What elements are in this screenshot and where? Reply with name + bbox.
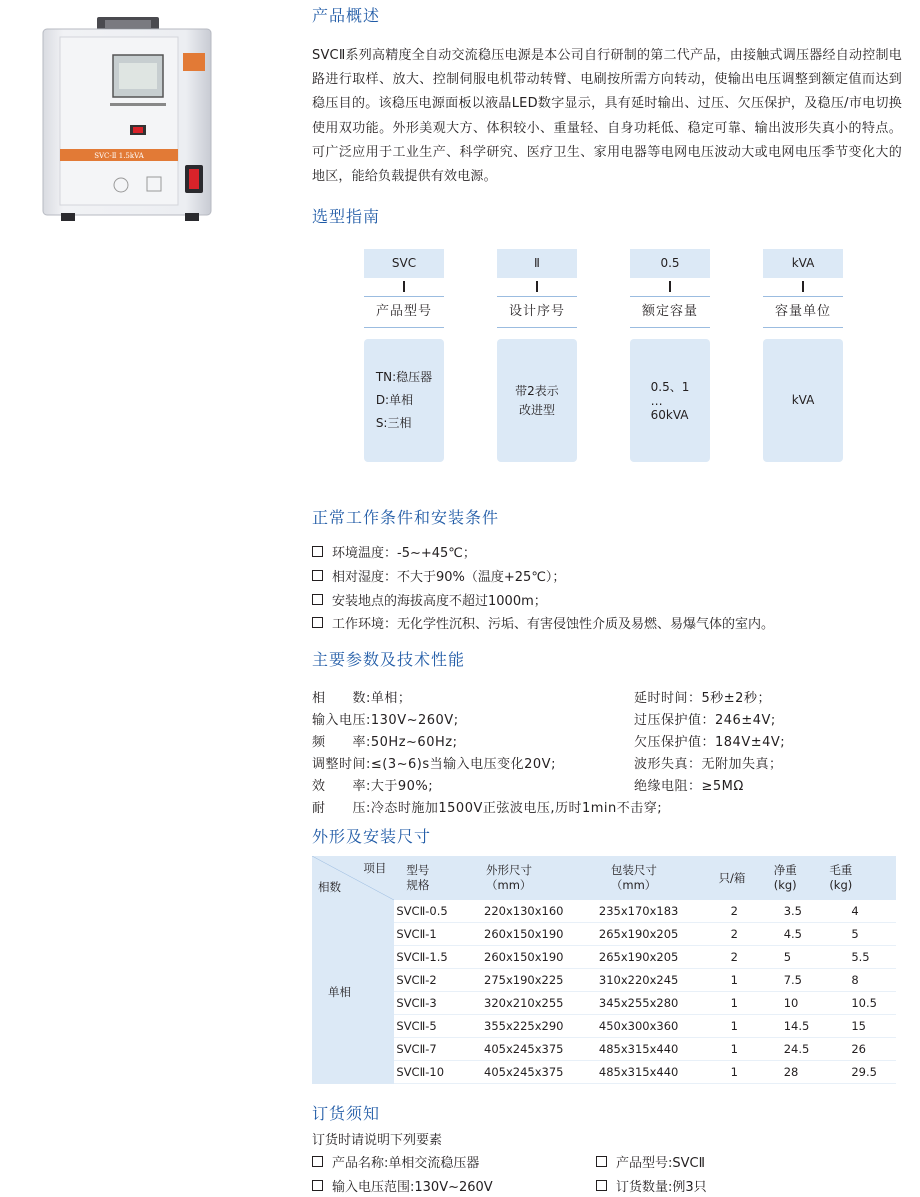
table-cell: 4: [815, 900, 896, 923]
table-cell: 485x315x440: [599, 1061, 715, 1084]
param-left: [312, 797, 662, 816]
table-row: [312, 946, 896, 969]
section-title-params: 主要参数及技术性能: [312, 650, 466, 669]
param-value: ≥5MΩ: [701, 779, 744, 794]
table-cell: 7.5: [768, 969, 816, 992]
param-value: 246±4V;: [715, 713, 776, 728]
table-header: [715, 856, 768, 900]
selection-desc-line: 改进型: [518, 402, 555, 417]
param-label: 波形失真：: [634, 757, 702, 772]
table-cell: SVCⅡ-7: [394, 1038, 484, 1061]
selection-label: 产品型号: [364, 296, 444, 328]
dimensions-table: [312, 856, 896, 1084]
param-value: 184V±4V;: [715, 735, 786, 750]
param-label: 效 率:: [312, 779, 371, 794]
selection-code: 0.5: [630, 249, 710, 278]
section-title-ordering: 订货须知: [312, 1104, 381, 1123]
param-value: 130V~260V;: [370, 713, 459, 728]
param-label: 输入电压:: [312, 713, 371, 728]
table-cell: 8: [815, 969, 896, 992]
table-cell: 2: [715, 900, 768, 923]
header-line: 包装尺寸: [610, 863, 657, 877]
checkbox-icon: [312, 617, 323, 628]
table-cell: 14.5: [768, 1015, 816, 1038]
param-value: 5秒±2秒；: [701, 691, 771, 706]
table-cell: 2: [715, 923, 768, 946]
param-left: [312, 753, 556, 772]
param-value: 单相；: [370, 691, 412, 706]
condition-item: [312, 566, 565, 585]
selection-label: 容量单位: [763, 296, 843, 328]
table-row: [312, 969, 896, 992]
product-photo-label: SVC-Ⅱ 1.5kVA: [94, 152, 144, 160]
header-line: 型号: [406, 863, 430, 877]
param-value: 无附加失真；: [701, 757, 783, 772]
table-row: [312, 1015, 896, 1038]
checkbox-icon: [312, 546, 323, 557]
table-cell: 24.5: [768, 1038, 816, 1061]
ordering-intro: 订货时请说明下列要素: [312, 1133, 443, 1148]
table-cell: 26: [815, 1038, 896, 1061]
connector-line: [669, 281, 671, 292]
table-cell: 15: [815, 1015, 896, 1038]
condition-text: 相对湿度：不大于90%（温度+25℃）；: [332, 570, 566, 585]
selection-label: 设计序号: [497, 296, 577, 328]
ordering-text: 产品型号:SVCⅡ: [616, 1156, 706, 1171]
param-left: [312, 709, 459, 728]
corner-bottom-label: 相数: [318, 880, 341, 894]
table-cell: SVCⅡ-0.5: [394, 900, 484, 923]
section-title-overview: 产品概述: [312, 6, 381, 25]
condition-text: 安装地点的海拔高度不超过1000m；: [332, 594, 547, 609]
section-title-dimensions: 外形及安装尺寸: [312, 827, 432, 846]
param-value: 冷态时施加1500V正弦波电压,历时1min不击穿;: [370, 801, 663, 816]
selection-desc-line: 带2表示: [515, 383, 559, 398]
selection-code: Ⅱ: [497, 249, 577, 278]
param-label: 调整时间:: [312, 757, 371, 772]
table-cell: 405x245x375: [484, 1061, 599, 1084]
selection-code: SVC: [364, 249, 444, 278]
condition-text: 工作环境：无化学性沉积、污垢、有害侵蚀性介质及易燃、易爆气体的室内。: [332, 617, 775, 632]
table-cell: 485x315x440: [599, 1038, 715, 1061]
selection-desc-line: TN:稳压器: [375, 370, 433, 384]
table-cell: 10.5: [815, 992, 896, 1015]
condition-item: [312, 542, 476, 561]
table-cell: 3.5: [768, 900, 816, 923]
table-cell: 5: [768, 946, 816, 969]
table-header: [394, 856, 484, 900]
selection-desc-line: kVA: [791, 393, 815, 407]
param-label: 频 率:: [312, 735, 371, 750]
checkbox-icon: [312, 1180, 323, 1191]
param-value: ≤(3~6)s当输入电压变化20V;: [370, 757, 556, 772]
table-corner-header: [312, 856, 394, 900]
table-row: [312, 992, 896, 1015]
checkbox-icon: [312, 594, 323, 605]
table-cell: 320x210x255: [484, 992, 599, 1015]
table-cell: 2: [715, 946, 768, 969]
table-cell: 345x255x280: [599, 992, 715, 1015]
ordering-text: 输入电压范围:130V~260V: [332, 1180, 493, 1195]
header-line: (kg): [773, 878, 797, 892]
header-line: 只/箱: [718, 870, 746, 885]
table-cell: SVCⅡ-10: [394, 1061, 484, 1084]
header-line: 规格: [406, 878, 430, 892]
checkbox-icon: [312, 1156, 323, 1167]
param-left: [312, 731, 457, 750]
table-cell: 235x170x183: [599, 900, 715, 923]
param-right: [634, 731, 785, 750]
table-cell: 1: [715, 1038, 768, 1061]
table-cell: 29.5: [815, 1061, 896, 1084]
selection-desc-line: 0.5、1: [650, 379, 690, 394]
param-label: 耐 压:: [312, 801, 371, 816]
ordering-item: [596, 1176, 707, 1195]
param-label: 欠压保护值：: [634, 735, 716, 750]
table-cell: 1: [715, 1061, 768, 1084]
table-cell: 265x190x205: [599, 923, 715, 946]
table-cell: 5: [815, 923, 896, 946]
table-cell: 260x150x190: [484, 923, 599, 946]
checkbox-icon: [596, 1156, 607, 1167]
selection-desc: [497, 339, 577, 462]
header-line: (kg): [829, 878, 853, 892]
table-cell: 450x300x360: [599, 1015, 715, 1038]
table-row: [312, 1038, 896, 1061]
connector-line: [802, 281, 804, 292]
checkbox-icon: [312, 570, 323, 581]
product-photo: [35, 15, 225, 225]
param-value: 50Hz~60Hz;: [370, 735, 458, 750]
selection-code: kVA: [763, 249, 843, 278]
section-title-selection: 选型指南: [312, 207, 381, 226]
table-header: [484, 856, 599, 900]
table-cell: 5.5: [815, 946, 896, 969]
param-left: [312, 687, 411, 706]
table-cell: 275x190x225: [484, 969, 599, 992]
table-row: [312, 900, 896, 923]
selection-desc-line: 60kVA: [650, 407, 689, 422]
connector-line: [403, 281, 405, 292]
condition-item: [312, 590, 547, 609]
ordering-text: 订货数量:例3只: [616, 1180, 707, 1195]
param-label: 延时时间：: [634, 691, 702, 706]
param-label: 相 数:: [312, 691, 371, 706]
table-cell: 4.5: [768, 923, 816, 946]
table-cell: 405x245x375: [484, 1038, 599, 1061]
ordering-item: [312, 1176, 493, 1195]
header-line: 外形尺寸: [486, 863, 533, 877]
table-cell: SVCⅡ-1.5: [394, 946, 484, 969]
selection-desc-line: D:单相: [375, 393, 414, 407]
overview-paragraph: SVCⅡ系列高精度全自动交流稳压电源是本公司自行研制的第二代产品，由接触式调压器经自动控制电路进行取样、放大、控制伺服电机带动转臂、电刷按所需方向转动，使输出电压调整到额定值而达到稳压目的。该稳压电源面板以液晶LED数字显示，具有延时输出、过压、欠压保护，及稳压/市电切换使用双功能。外形美观大方、体积较小、重量轻、自身功耗低、稳定可靠、输出波形失真小的特点。可广泛应用于工业生产、科学研究、医疗卫生、家用电器等电网电压波动大或电网电压季节变化大的地区，能给负载提供有效电源。: [312, 48, 902, 185]
table-row: [312, 1061, 896, 1084]
param-label: 绝缘电阻：: [634, 779, 702, 794]
corner-top-label: 项目: [363, 861, 387, 875]
table-cell: SVCⅡ-1: [394, 923, 484, 946]
condition-text: 环境温度：-5~+45℃；: [332, 546, 476, 561]
header-line: （mm）: [486, 878, 532, 892]
table-cell: 265x190x205: [599, 946, 715, 969]
param-right: [634, 753, 783, 772]
header-line: 净重: [773, 863, 797, 877]
param-value: 大于90%;: [370, 779, 434, 794]
table-cell: SVCⅡ-2: [394, 969, 484, 992]
selection-desc: [763, 339, 843, 462]
table-header: [768, 856, 816, 900]
table-row: [312, 923, 896, 946]
param-right: [634, 709, 776, 728]
table-cell: SVCⅡ-3: [394, 992, 484, 1015]
connector-line: [536, 281, 538, 292]
header-line: （mm）: [610, 878, 657, 892]
param-right: [634, 775, 744, 794]
param-left: [312, 775, 433, 794]
table-cell: 260x150x190: [484, 946, 599, 969]
table-cell: 1: [715, 969, 768, 992]
table-cell: 310x220x245: [599, 969, 715, 992]
table-cell: 10: [768, 992, 816, 1015]
ordering-item: [312, 1152, 479, 1171]
table-header: [599, 856, 715, 900]
param-right: [634, 687, 771, 706]
selection-desc: [364, 339, 444, 462]
selection-desc: [630, 339, 710, 462]
header-line: 毛重: [829, 863, 853, 877]
selection-label: 额定容量: [630, 296, 710, 328]
table-cell: SVCⅡ-5: [394, 1015, 484, 1038]
param-label: 过压保护值：: [634, 713, 716, 728]
condition-item: [312, 613, 774, 632]
selection-desc-line: …: [650, 393, 663, 408]
table-cell: 220x130x160: [484, 900, 599, 923]
checkbox-icon: [596, 1180, 607, 1191]
table-cell: 1: [715, 992, 768, 1015]
table-cell: 355x225x290: [484, 1015, 599, 1038]
table-cell: 1: [715, 1015, 768, 1038]
ordering-item: [596, 1152, 705, 1171]
selection-desc-line: S:三相: [375, 416, 412, 430]
ordering-text: 产品名称:单相交流稳压器: [332, 1156, 480, 1171]
section-title-conditions: 正常工作条件和安装条件: [312, 508, 500, 527]
table-header: [815, 856, 896, 900]
table-cell: 28: [768, 1061, 816, 1084]
table-category: 单相: [312, 900, 394, 1084]
